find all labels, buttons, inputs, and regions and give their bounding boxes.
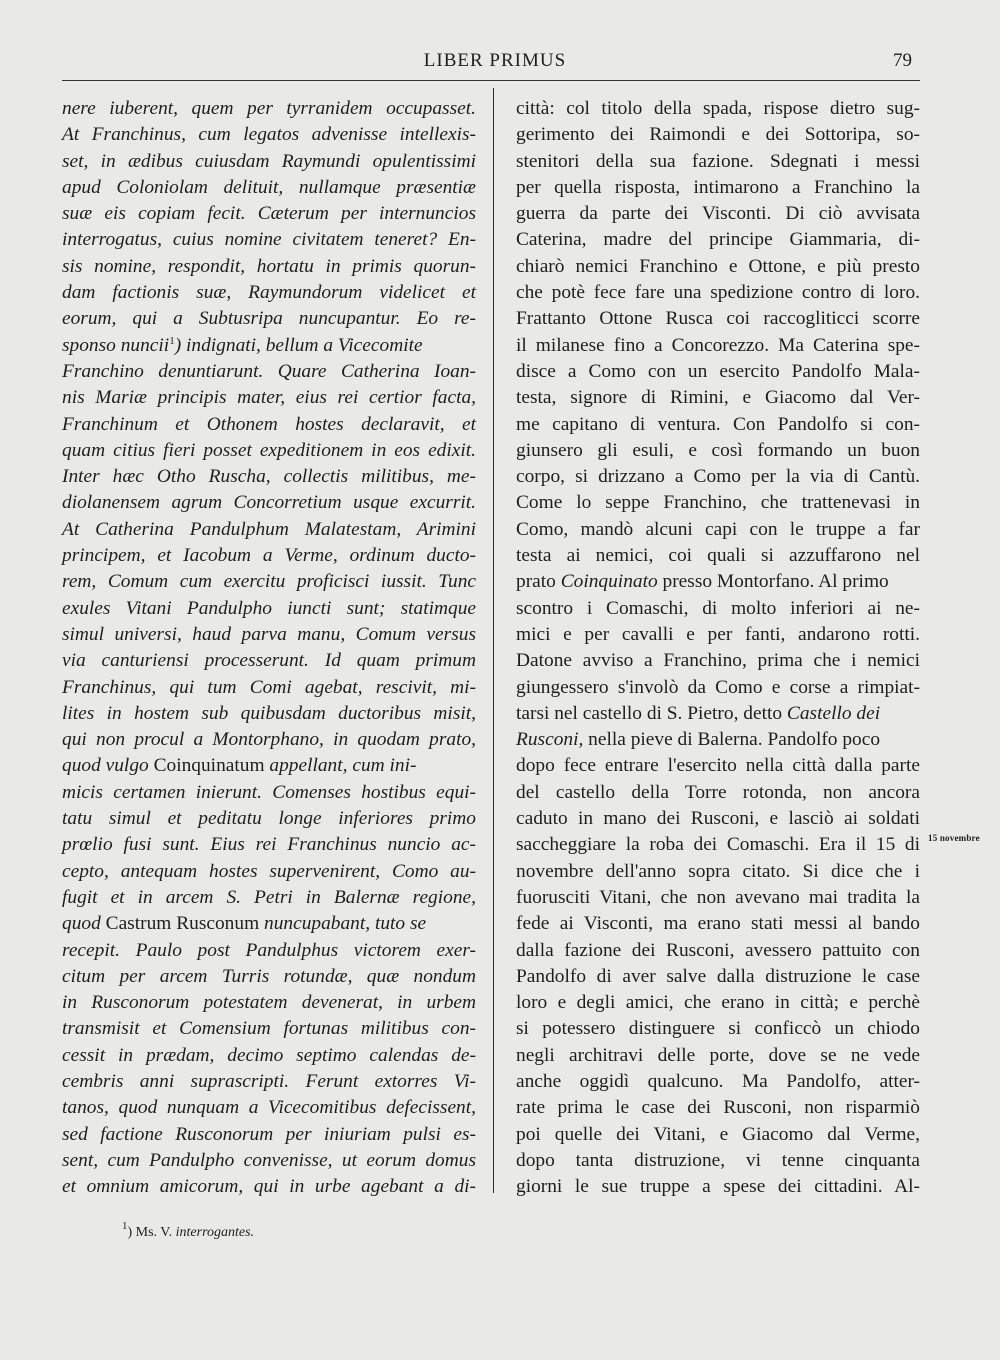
text-line: lites in hostem sub quibusdam ductoribus misit, — [62, 702, 476, 724]
text-line: saccheggiare la roba dei Comaschi. Era il 15 di — [516, 834, 920, 856]
text-line: rem, Comum cum exercitu proficisci iussit. Tunc — [62, 571, 476, 593]
running-header-title: LIBER PRIMUS — [423, 50, 567, 71]
text-line: chiarò nemici Franchino e Ottone, e più presto — [516, 255, 920, 277]
text-line: Come lo seppe Franchino, che trattenevasi in — [516, 492, 920, 514]
text-segment: sponso nuncii — [62, 334, 170, 356]
text-line: il milanese fino a Concorezzo. Ma Caterina spe- — [516, 334, 920, 356]
text-segment: prato — [516, 571, 556, 593]
text-line: per quella risposta, intimarono a Franchino la — [516, 176, 920, 198]
text-line: sis nomine, respondit, hortatu in primis quorun- — [62, 255, 476, 277]
text-line: sed factione Rusconorum per iniuriam pulsi es- — [62, 1123, 476, 1145]
text-line: Datone avviso a Franchino, prima che i nemici — [516, 650, 920, 672]
text-line: apud Coloniolam delituit, nullamque præsentiæ — [62, 176, 476, 198]
text-line: Frattanto Ottone Rusca coi raccogliticci scorre — [516, 308, 920, 330]
footnote — [122, 1220, 255, 1241]
text-line: testa ai nemici, coi quali si azzuffarono nel — [516, 545, 920, 567]
text-line: mici e per cavalli e per fanti, andarono rotti. — [516, 623, 920, 645]
column-divider — [493, 88, 494, 1193]
italian-text-column — [516, 96, 920, 1200]
text-line: anche oggidì qualcuno. Ma Pandolfo, atter- — [516, 1070, 920, 1092]
upright-term: Castrum Rusconum — [105, 913, 260, 935]
text-line: Franchino denuntiarunt. Quare Catherina Ioan- — [62, 360, 476, 382]
text-line: tatu simul et peditatu longe inferiores primo — [62, 808, 476, 830]
text-line — [516, 727, 920, 753]
text-line: suæ eis copiam fecit. Cæterum per internuncios — [62, 203, 476, 225]
text-segment: nuncupabant, tuto se — [259, 913, 427, 935]
text-line: exules Vitani Pandulpho iuncti sunt; statimque — [62, 597, 476, 619]
footnote-reference: 1 — [169, 334, 175, 347]
text-line: stenitori della sua fazione. Sdegnati i messi — [516, 150, 920, 172]
text-line — [516, 569, 920, 595]
text-line: recepit. Paulo post Pandulphus victorem exer- — [62, 939, 476, 961]
text-line: negli architravi delle porte, dove se ne vede — [516, 1044, 920, 1066]
italic-term: Rusconi, — [516, 729, 584, 751]
text-line: dopo fece entrare l'esercito nella città dalla parte — [516, 755, 920, 777]
text-line: At Catherina Pandulphum Malatestam, Arimini — [62, 518, 476, 540]
text-line: guerra da parte dei Visconti. Di ciò avvisata — [516, 203, 920, 225]
footnote-text: interrogantes. — [175, 1225, 255, 1240]
text-segment: quod — [62, 913, 101, 935]
text-line: nere iuberent, quem per tyrranidem occupasset. — [62, 98, 476, 119]
text-line: corpo, si drizzano a Como per la via di Cantù. — [516, 466, 920, 488]
text-line: diolanensem agrum Concorretium usque excurrit. — [62, 492, 476, 514]
text-segment: ) indignati, bellum a Vicecomite — [174, 334, 423, 356]
margin-date-note: 15 novembre — [928, 833, 980, 843]
text-line: cepto, antequam hostes supervenirent, Como au- — [62, 860, 476, 882]
text-segment: tarsi nel castello di S. Pietro, detto — [516, 702, 783, 724]
text-line: principem, et Iacobum a Verme, ordinum ducto- — [62, 545, 476, 567]
text-segment: quod vulgo — [62, 755, 149, 777]
text-line: scontro i Comaschi, di molto inferiori ai ne- — [516, 597, 920, 619]
text-line: si potessero distinguere si conficcò un chiodo — [516, 1018, 920, 1040]
text-line — [516, 701, 920, 727]
text-line: caduto in mano dei Rusconi, e lasciò ai soldati — [516, 808, 920, 830]
text-line: fuorusciti Vitani, che non avevano mai tradita la — [516, 886, 920, 908]
text-line: fugit et in arcem S. Petri in Balernæ regione, — [62, 886, 476, 908]
text-line: sent, cum Pandulpho convenisse, ut eorum domus — [62, 1149, 476, 1171]
text-line: Inter hæc Otho Ruscha, collectis militibus, me- — [62, 466, 476, 488]
text-line — [62, 753, 476, 779]
text-line: giunsero gli esuli, e così formando un buon — [516, 439, 920, 461]
text-line: tanos, quod nunquam a Vicecomitibus defecissent, — [62, 1097, 476, 1119]
page-number: 79 — [893, 50, 912, 71]
text-line: gerimento dei Raimondi e dei Sottoripa, so- — [516, 124, 920, 146]
text-line: eorum, qui a Subtusripa nuncupantur. Eo re- — [62, 308, 476, 330]
text-line: città: col titolo della spada, rispose dietro sug- — [516, 98, 920, 119]
text-line: dalla fazione dei Rusconi, avessero pattuito con — [516, 939, 920, 961]
text-line: giungessero s'involò da Como e corse a rimpiat- — [516, 676, 920, 698]
text-line: cessit in prædam, decimo septimo calendas de- — [62, 1044, 476, 1066]
text-line: citum per arcem Turris rotundæ, quæ nondum — [62, 965, 476, 987]
text-line: nis Mariæ principis mater, eius rei certior facta, — [62, 387, 476, 409]
text-line: transmisit et Comensium fortunas militibus con- — [62, 1018, 476, 1040]
text-line: testa, signore di Rimini, e Giacomo dal Ver- — [516, 387, 920, 409]
text-line: et omnium amicorum, qui in urbe agebant a di- — [62, 1176, 476, 1198]
text-line: fede ai Visconti, ma erano stati messi al bando — [516, 913, 920, 935]
text-line: Como, mandò alcuni capi con le truppe a far — [516, 518, 920, 540]
header-rule — [62, 80, 920, 81]
upright-term: Coinquinatum — [153, 755, 265, 777]
italic-term: Castello dei — [786, 702, 881, 724]
text-line: qui non procul a Montorphano, in quodam prato, — [62, 729, 476, 751]
text-line: Franchinus, qui tum Comi agebat, rescivit, mi- — [62, 676, 476, 698]
text-line: novembre dell'anno sopra citato. Si dice che i — [516, 860, 920, 882]
text-line: set, in ædibus cuiusdam Raymundi opulentissimi — [62, 150, 476, 172]
text-line — [62, 333, 476, 359]
text-line: in Rusconorum potestatem devenerat, in urbem — [62, 992, 476, 1014]
italic-term: Coinquinato — [560, 571, 658, 593]
text-line: loro e degli amici, che erano in città; e perchè — [516, 992, 920, 1014]
text-line: dam factionis suæ, Raymundorum videlicet et — [62, 282, 476, 304]
text-line: me capitano di ventura. Con Pandolfo si con- — [516, 413, 920, 435]
text-segment: presso Montorfano. Al primo — [657, 571, 889, 593]
text-line: del castello della Torre rotonda, non ancora — [516, 781, 920, 803]
text-line: Caterina, madre del principe Giammaria, di- — [516, 229, 920, 251]
text-line: dopo tanta distruzione, vi tenne cinquanta — [516, 1149, 920, 1171]
latin-text-column — [62, 96, 476, 1200]
text-line: At Franchinus, cum legatos advenisse intellexis- — [62, 124, 476, 146]
text-line: poi quelle dei Vitani, e Giacomo dal Verme, — [516, 1123, 920, 1145]
text-line: Pandolfo di aver salve dalla distruzione le case — [516, 965, 920, 987]
text-line — [62, 911, 476, 937]
text-line: micis certamen inierunt. Comenses hostibus equi- — [62, 781, 476, 803]
text-line: cembris anni suprascripti. Ferunt extorres Vi- — [62, 1070, 476, 1092]
text-segment: appellant, cum ini- — [264, 755, 417, 777]
text-line: quam citius fieri posset expeditionem in eos edixit. — [62, 439, 476, 461]
text-segment: nella pieve di Balerna. Pandolfo poco — [583, 729, 881, 751]
text-line: Franchinum et Othonem hostes declaravit, et — [62, 413, 476, 435]
text-line: rate prima le case dei Rusconi, non risparmiò — [516, 1097, 920, 1119]
footnote-mark: 1 — [122, 1220, 128, 1232]
text-line: via canturiensi processerunt. Id quam primum — [62, 650, 476, 672]
text-line: simul universi, haud parva manu, Comum versus — [62, 623, 476, 645]
footnote-prefix: ) Ms. V. — [127, 1225, 176, 1240]
text-line: che potè fece fare una spedizione contro di loro. — [516, 282, 920, 304]
text-line: prœlio fusi sunt. Eius rei Franchinus nuncio ac- — [62, 834, 476, 856]
text-line: giorni le sue truppe a spese dei cittadini. Al- — [516, 1176, 920, 1198]
text-line: disce a Como con un esercito Pandolfo Mala- — [516, 360, 920, 382]
text-line: interrogatus, cuius nomine civitatem teneret? En- — [62, 229, 476, 251]
